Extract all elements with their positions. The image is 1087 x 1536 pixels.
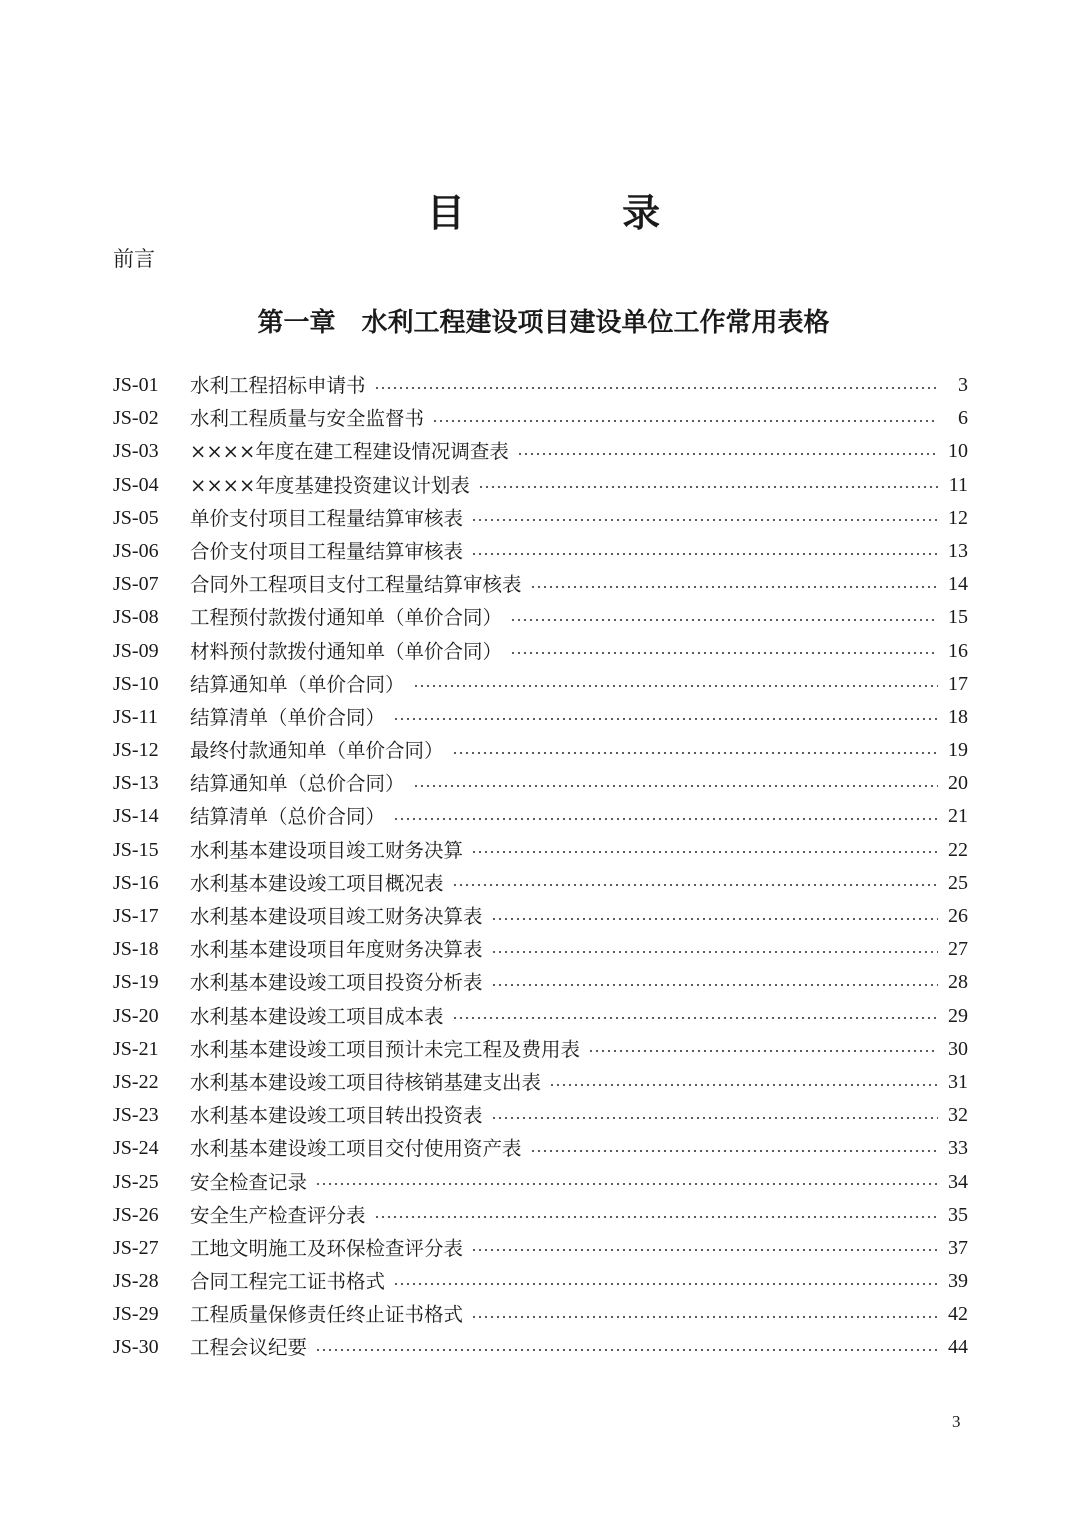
- toc-entry-code: JS-12: [113, 739, 159, 762]
- toc-entry-page: 14: [948, 573, 968, 596]
- toc-entry[interactable]: [113, 867, 968, 900]
- toc-entry-page: 17: [948, 672, 968, 695]
- toc-entry-code: JS-28: [113, 1270, 159, 1293]
- toc-entry-code: JS-16: [113, 871, 159, 894]
- toc-entry[interactable]: [113, 369, 968, 402]
- toc-entry-page: 20: [948, 772, 968, 795]
- toc-entry-label: 水利工程质量与安全监督书: [190, 407, 425, 431]
- toc-dot-leader: [452, 1017, 938, 1019]
- page-title: 目 录: [426, 191, 733, 235]
- toc-entry-label: 结算通知单（单价合同）: [190, 672, 405, 696]
- toc-entry[interactable]: [113, 933, 968, 966]
- toc-dot-leader: [491, 918, 938, 920]
- toc-entry-code: JS-04: [113, 473, 159, 496]
- toc-entry-label: ××××年度在建工程建设情况调查表: [190, 440, 509, 464]
- toc-entry-label: 结算通知单（总价合同）: [190, 772, 405, 796]
- toc-entry-code: JS-27: [113, 1236, 159, 1259]
- toc-entry-label: 水利基本建设项目年度财务决算表: [190, 938, 483, 962]
- toc-entry[interactable]: [113, 435, 968, 468]
- toc-entry[interactable]: [113, 734, 968, 767]
- toc-entry-label: 最终付款通知单（单价合同）: [190, 739, 444, 763]
- toc-entry-label: 安全检查记录: [190, 1170, 308, 1194]
- toc-dot-leader: [413, 785, 938, 787]
- toc-entry-code: JS-11: [113, 705, 158, 728]
- toc-dot-leader: [452, 752, 938, 754]
- toc-entry-page: 22: [948, 838, 968, 861]
- toc-entry-page: 28: [948, 971, 968, 994]
- toc-entry[interactable]: [113, 1000, 968, 1033]
- toc-entry-code: JS-23: [113, 1104, 159, 1127]
- toc-entry-page: 16: [948, 639, 968, 662]
- toc-entry[interactable]: [113, 1232, 968, 1265]
- toc-dot-leader: [510, 652, 938, 654]
- toc-entry-code: JS-03: [113, 440, 159, 463]
- toc-entry-code: JS-29: [113, 1303, 159, 1326]
- toc-dot-leader: [471, 1249, 938, 1251]
- toc-dot-leader: [588, 1050, 938, 1052]
- toc-entry[interactable]: [113, 601, 968, 634]
- toc-dot-leader: [549, 1084, 938, 1086]
- toc-entry-code: JS-01: [113, 374, 159, 396]
- toc-entry-code: JS-21: [113, 1037, 159, 1060]
- toc-entry-label: 水利基本建设竣工项目待核销基建支出表: [190, 1070, 542, 1094]
- toc-entry-code: JS-09: [113, 639, 159, 662]
- toc-dot-leader: [491, 1117, 938, 1119]
- toc-entry-label: 合同外工程项目支付工程量结算审核表: [190, 573, 522, 597]
- toc-entry-code: JS-05: [113, 506, 159, 529]
- toc-entry-label: 水利基本建设项目竣工财务决算: [190, 838, 464, 862]
- toc-entry-code: JS-07: [113, 573, 159, 596]
- toc-entry-label: 合价支付项目工程量结算审核表: [190, 539, 464, 563]
- toc-dot-leader: [452, 884, 938, 886]
- toc-entry[interactable]: [113, 402, 968, 435]
- toc-entry-code: JS-20: [113, 1004, 159, 1027]
- toc-dot-leader: [374, 1216, 938, 1218]
- toc-dot-leader: [374, 387, 938, 389]
- toc-entry-label: 工地文明施工及环保检查评分表: [190, 1236, 464, 1260]
- toc-entry-page: 26: [948, 905, 968, 927]
- toc-entry-code: JS-08: [113, 606, 159, 629]
- toc-entry-label: 合同工程完工证书格式: [190, 1270, 386, 1294]
- toc-dot-leader: [471, 851, 938, 853]
- toc-entry-code: JS-14: [113, 805, 159, 828]
- toc-dot-leader: [491, 951, 938, 953]
- toc-entry[interactable]: [113, 966, 968, 999]
- toc-entry-code: JS-26: [113, 1203, 159, 1226]
- toc-entry-page: 29: [948, 1004, 968, 1027]
- toc-entry[interactable]: [113, 800, 968, 833]
- toc-entry-label: 单价支付项目工程量结算审核表: [190, 506, 464, 530]
- toc-entry-code: JS-19: [113, 971, 159, 994]
- toc-dot-leader: [471, 553, 938, 555]
- toc-entry-page: 32: [948, 1104, 968, 1127]
- toc-dot-leader: [393, 718, 938, 720]
- toc-dot-leader: [393, 1283, 938, 1285]
- toc-dot-leader: [510, 619, 938, 621]
- toc-entry-page: 13: [948, 539, 968, 562]
- toc-entry-label: 材料预付款拨付通知单（单价合同）: [190, 639, 503, 663]
- toc-entry-label: 结算清单（总价合同）: [190, 805, 386, 829]
- toc-dot-leader: [471, 1316, 938, 1318]
- toc-dot-leader: [471, 519, 938, 521]
- toc-entry-page: 15: [948, 606, 968, 629]
- toc-entry-label: 工程预付款拨付通知单（单价合同）: [190, 606, 503, 630]
- toc-entry[interactable]: [113, 1132, 968, 1165]
- toc-entry-page: 27: [948, 938, 968, 961]
- toc-entry[interactable]: [113, 1331, 968, 1364]
- toc-entry-page: 3: [958, 374, 968, 396]
- toc-entry[interactable]: [113, 900, 968, 933]
- toc-entry[interactable]: [113, 502, 968, 535]
- toc-entry[interactable]: [113, 668, 968, 701]
- toc-entry-code: JS-18: [113, 938, 159, 961]
- toc-dot-leader: [530, 1150, 938, 1152]
- toc-entry-label: 水利工程招标申请书: [190, 374, 366, 397]
- toc-entry-page: 34: [948, 1170, 968, 1193]
- toc-entry-code: JS-30: [113, 1336, 159, 1359]
- toc-entry-page: 35: [948, 1203, 968, 1226]
- toc-entry-label: 水利基本建设竣工项目转出投资表: [190, 1104, 483, 1128]
- toc-entry-page: 33: [948, 1137, 968, 1160]
- toc-dot-leader: [315, 1183, 938, 1185]
- toc-dot-leader: [478, 486, 938, 488]
- page-number: 3: [952, 1412, 961, 1431]
- toc-entry-code: JS-15: [113, 838, 159, 861]
- toc-entry[interactable]: [113, 834, 968, 867]
- toc-entry-label: 水利基本建设竣工项目概况表: [190, 871, 444, 895]
- toc-entry-code: JS-24: [113, 1137, 159, 1160]
- toc-entry[interactable]: [113, 1166, 968, 1199]
- toc-entry-code: JS-22: [113, 1070, 159, 1093]
- toc-entry-label: 水利基本建设项目竣工财务决算表: [190, 905, 483, 928]
- toc-entry-label: 水利基本建设竣工项目预计未完工程及费用表: [190, 1037, 581, 1061]
- toc-dot-leader: [315, 1349, 938, 1351]
- toc-entry-page: 42: [948, 1303, 968, 1326]
- toc-entry[interactable]: [113, 767, 968, 800]
- toc-entry-code: JS-25: [113, 1170, 159, 1193]
- toc-entry[interactable]: [113, 1298, 968, 1331]
- toc-entry[interactable]: [113, 535, 968, 568]
- toc-dot-leader: [491, 984, 938, 986]
- toc-entry[interactable]: [113, 1099, 968, 1132]
- toc-entry-label: 结算清单（单价合同）: [190, 705, 386, 729]
- toc-entry-label: 水利基本建设竣工项目交付使用资产表: [190, 1137, 522, 1161]
- toc-entry-page: 6: [958, 407, 968, 430]
- toc-entry-page: 21: [948, 805, 968, 828]
- toc-dot-leader: [413, 685, 938, 687]
- toc-entry[interactable]: [113, 469, 968, 502]
- toc-entry-code: JS-06: [113, 539, 159, 562]
- toc-preface: 前言: [113, 247, 155, 271]
- toc-entry-label: 安全生产检查评分表: [190, 1203, 366, 1227]
- toc-entry-page: 10: [948, 440, 968, 463]
- chapter-heading: 第一章 水利工程建设项目建设单位工作常用表格: [257, 308, 830, 338]
- toc-entry[interactable]: [113, 568, 968, 601]
- toc-entry-page: 18: [948, 705, 968, 728]
- toc-entry-page: 30: [948, 1037, 968, 1060]
- toc-entry[interactable]: [113, 635, 968, 668]
- toc-entry-code: JS-10: [113, 672, 159, 695]
- toc-entry[interactable]: [113, 1066, 968, 1099]
- toc-entry-code: JS-02: [113, 407, 159, 430]
- toc-dot-leader: [530, 586, 938, 588]
- toc-entry-page: 11: [948, 473, 968, 496]
- toc-dot-leader: [517, 453, 938, 455]
- toc-entry[interactable]: [113, 1033, 968, 1066]
- toc-entry-label: 工程质量保修责任终止证书格式: [190, 1303, 464, 1327]
- toc-entry[interactable]: [113, 1199, 968, 1232]
- toc-entry[interactable]: [113, 1265, 968, 1298]
- toc-entry-page: 19: [948, 739, 968, 762]
- toc-entry-code: JS-17: [113, 905, 159, 927]
- toc-entry-page: 39: [948, 1270, 968, 1293]
- toc-entry-page: 12: [948, 506, 968, 529]
- toc-entry-label: 水利基本建设竣工项目成本表: [190, 1004, 444, 1028]
- toc-list: [113, 369, 968, 1365]
- toc-dot-leader: [393, 818, 938, 820]
- toc-entry[interactable]: [113, 701, 968, 734]
- toc-entry-page: 31: [948, 1070, 968, 1093]
- toc-entry-label: 工程会议纪要: [190, 1336, 308, 1360]
- toc-entry-label: ××××年度基建投资建议计划表: [190, 473, 470, 497]
- toc-entry-page: 37: [948, 1236, 968, 1259]
- toc-dot-leader: [432, 420, 938, 422]
- toc-entry-page: 44: [948, 1336, 968, 1359]
- toc-entry-code: JS-13: [113, 772, 159, 795]
- toc-entry-page: 25: [948, 871, 968, 894]
- toc-entry-label: 水利基本建设竣工项目投资分析表: [190, 971, 483, 995]
